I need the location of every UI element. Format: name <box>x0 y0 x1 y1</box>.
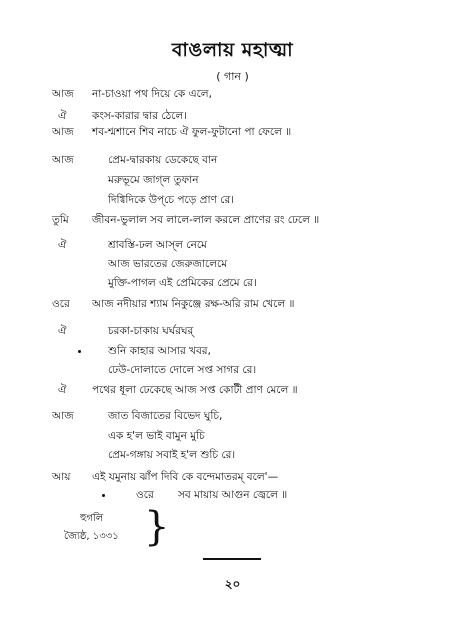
closing-brace: } <box>144 504 170 550</box>
verse-line: আজ ভারতের জেরুজালেমে <box>108 258 228 270</box>
verse-line: সব মায়ায় আগুন জ্বেলে ॥ <box>178 489 288 501</box>
verse-line: প্রেম-গঙ্গায় সবাই হ'ল শুচি রে। <box>108 449 236 461</box>
line-lead: আজ <box>52 410 74 422</box>
line-lead: ঐ <box>58 239 67 251</box>
song-subtitle: ( গান ) <box>216 70 249 83</box>
page-number: ২০ <box>224 577 241 591</box>
ink-dot <box>78 350 81 353</box>
verse-line: চরকা-চাকায় ঘর্ঘরঘর্‌ <box>108 325 194 337</box>
divider-rule <box>203 558 261 560</box>
verse-line: জীবন-ভুলাল সব লালে-লাল করলে প্রাণের রং ঢেলে ॥ <box>92 214 320 226</box>
verse-line: শ্রাবস্তি-ঢল আস্‌ল নেমে <box>108 239 207 251</box>
line-lead: ঐ <box>58 110 67 122</box>
verse-line: এক হ'ল ভাই বামুন মুচি <box>108 430 205 442</box>
line-lead: ওরে <box>52 298 70 310</box>
verse-line: প্রেম-দ্বারকায় ডেকেছে বান <box>108 154 218 166</box>
verse-line: না-চাওয়া পথ দিয়ে কে এলে, <box>92 88 212 100</box>
date-signature: জ্যৈষ্ঠ, ১৩৩১ <box>64 531 119 542</box>
line-lead: আয় <box>52 471 71 483</box>
verse-line: দিগ্বিদিকে উপ্‌চে পড়ে প্রাণ রে। <box>108 194 234 206</box>
verse-line: কংস-কারার দ্বার ঠেলে। <box>92 110 187 122</box>
line-lead: ওরে <box>136 489 154 501</box>
ink-dot <box>102 494 105 497</box>
place-signature: হুগলি <box>80 513 104 524</box>
line-lead: আজ <box>52 154 74 166</box>
line-lead: আজ <box>52 88 74 100</box>
verse-line: আজ নদীয়ার শ্যাম নিকুঞ্জে রক্ষ-অরি রাম খেলে ॥ <box>92 298 295 310</box>
verse-line: ঢেউ-দোলাতে দোলে সপ্ত সাগর রে। <box>108 364 257 376</box>
verse-line: মুক্তি-পাগল এই প্রেমিকের প্রেমে রে। <box>108 277 257 289</box>
line-lead: ঐ <box>58 384 67 396</box>
line-lead: আজ <box>52 126 74 138</box>
line-lead: তুমি <box>52 214 69 226</box>
line-lead: ঐ <box>58 325 67 337</box>
song-title: বাঙলায় মহাত্মা <box>171 39 294 61</box>
verse-line: জাত বিজাতের বিভেদ ঘুচি, <box>108 410 223 422</box>
verse-line: এই যমুনায় ঝাঁপ দিবি কে বন্দেমাতরম্‌ বলে'— <box>92 471 279 483</box>
verse-line: পথের ধূলা ঢেকেছে আজ সপ্ত কোটী প্রাণ মেলে ॥ <box>92 384 298 396</box>
verse-line: শুনি কাহার আসার খবর, <box>108 345 211 357</box>
verse-line: শব-শ্মশানে শিব নাচে ঐ ফুল-ফুটানো পা ফেলে ॥ <box>92 126 292 138</box>
verse-line: মরুভূমে জাগ্‌ল তুফান <box>108 174 199 186</box>
